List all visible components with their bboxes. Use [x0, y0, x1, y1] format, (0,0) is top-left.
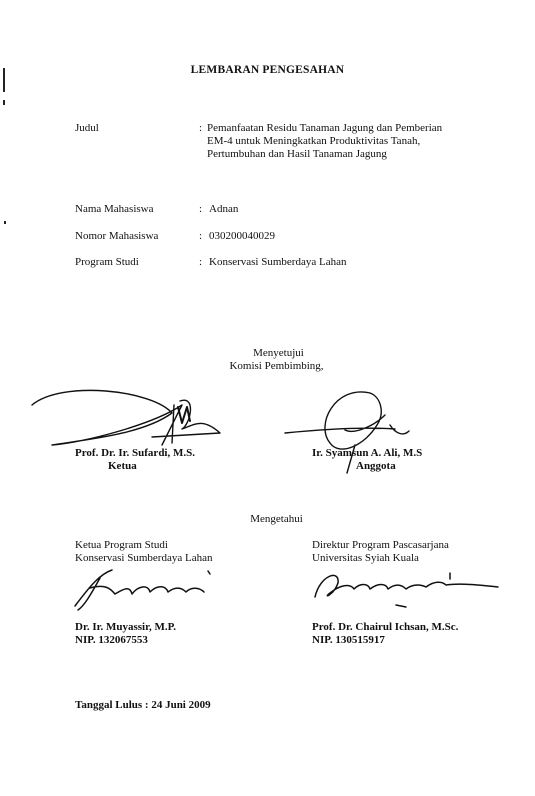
supervisor2-name: Ir. Syamsun A. Ali, M.S [312, 447, 423, 459]
signature-chairul [310, 565, 510, 615]
prodi-label: Program Studi [75, 256, 139, 268]
head-program-title: Ketua Program Studi [75, 539, 168, 551]
head-program-dept: Konservasi Sumberdaya Lahan [75, 552, 213, 564]
nomor-label: Nomor Mahasiswa [75, 230, 159, 242]
approval-heading: Menyetujui [253, 347, 304, 359]
director-name: Prof. Dr. Chairul Ichsan, M.Sc. [312, 621, 459, 633]
judul-line-3: Pertumbuhan dan Hasil Tanaman Jagung [207, 148, 387, 160]
head-program-nip: NIP. 132067553 [75, 634, 148, 646]
graduation-date: Tanggal Lulus : 24 Juni 2009 [75, 699, 211, 711]
judul-colon: : [199, 122, 203, 134]
supervisor1-role: Ketua [108, 460, 137, 472]
prodi-colon: : [199, 256, 203, 268]
head-program-name: Dr. Ir. Muyassir, M.P. [75, 621, 177, 633]
supervisor1-name: Prof. Dr. Ir. Sufardi, M.S. [75, 447, 195, 459]
nama-colon: : [199, 203, 203, 215]
scan-edge-mark [4, 221, 6, 224]
prodi-value: Konservasi Sumberdaya Lahan [209, 256, 347, 268]
nomor-colon: : [199, 230, 203, 242]
supervisor2-role: Anggota [356, 460, 396, 472]
approval-committee: Komisi Pembimbing, [229, 360, 324, 372]
nama-label: Nama Mahasiswa [75, 203, 154, 215]
scan-edge-mark [3, 100, 5, 105]
page-title: LEMBARAN PENGESAHAN [190, 64, 345, 76]
judul-label: Judul [75, 122, 99, 134]
acknowledge-heading: Mengetahui [250, 513, 303, 525]
nomor-value: 030200040029 [209, 230, 275, 242]
director-nip: NIP. 130515917 [312, 634, 385, 646]
nama-value: Adnan [209, 203, 239, 215]
signature-muyassir [70, 566, 230, 616]
director-university: Universitas Syiah Kuala [312, 552, 419, 564]
director-title: Direktur Program Pascasarjana [312, 539, 449, 551]
judul-line-1: Pemanfaatan Residu Tanaman Jagung dan Pemberian [207, 122, 443, 134]
judul-line-2: EM-4 untuk Meningkatkan Produktivitas Tanah, [207, 135, 421, 147]
